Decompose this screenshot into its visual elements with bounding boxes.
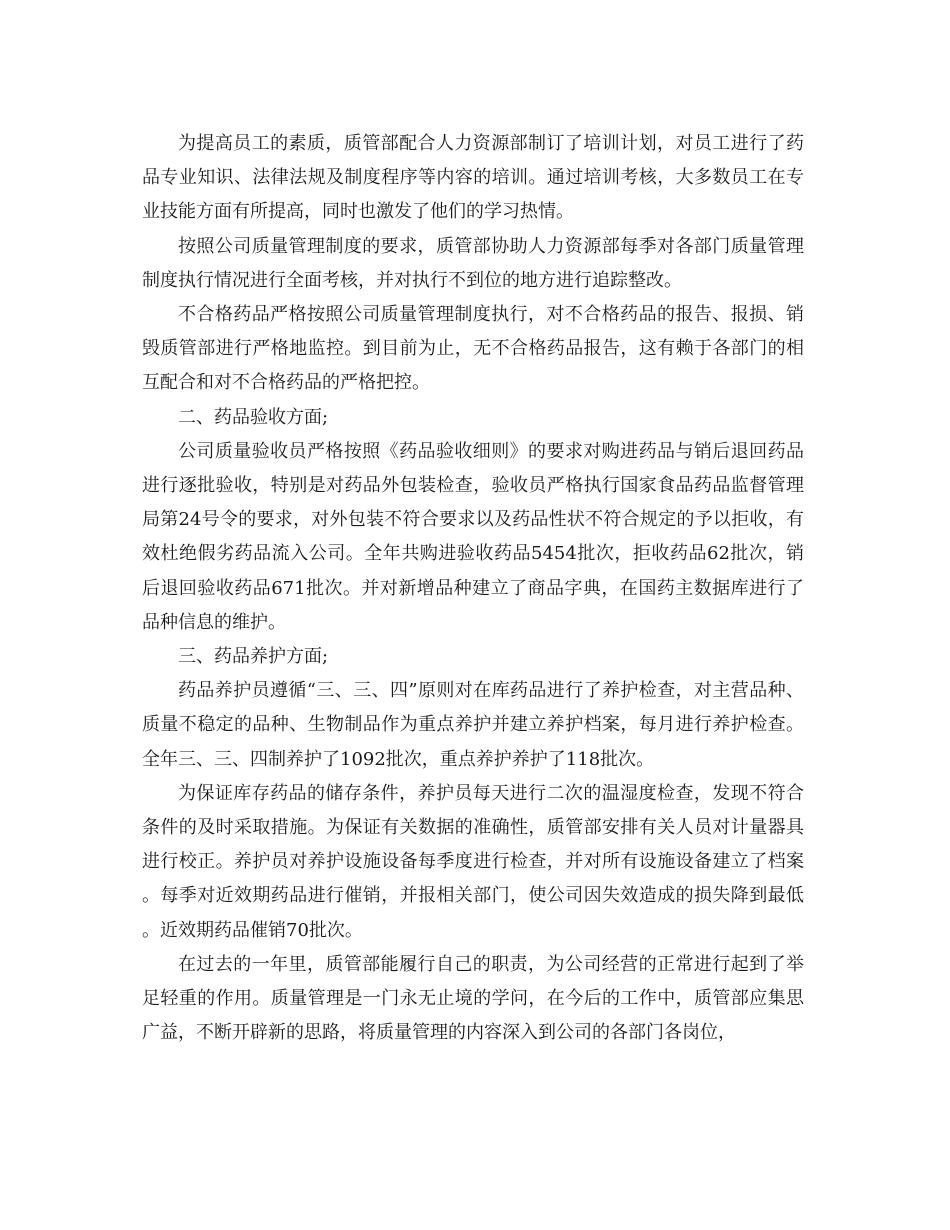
paragraph-assessment: 按照公司质量管理制度的要求，质管部协助人力资源部每季对各部门质量管理制度执行情况进行全面考核，并对执行不到位的地方进行追踪整改。	[142, 235, 804, 291]
document-body	[142, 127, 804, 1050]
paragraph-maintenance: 药品养护员遵循“三、三、四”原则对在库药品进行了养护检查，对主营品种、质量不稳定的品种、生物制品作为重点养护并建立养护档案，每月进行养护检查。全年三、三、四制养护了1092批次，重点养护养护了118批次。	[142, 680, 804, 770]
section-heading-acceptance: 二、药品验收方面;	[178, 406, 329, 428]
section-heading-maintenance: 三、药品养护方面;	[178, 646, 329, 668]
paragraph-summary: 在过去的一年里，质管部能履行自己的职责，为公司经营的正常进行起到了举足轻重的作用。质量管理是一门永无止境的学问，在今后的工作中，质管部应集思广益，不断开辟新的思路，将质量管理的内容深入到公司的各部门各岗位，	[142, 953, 804, 1044]
paragraph-unqualified-drugs: 不合格药品严格按照公司质量管理制度执行，对不合格药品的报告、报损、销毁质管部进行严格地监控。到目前为止，无不合格药品报告，这有赖于各部门的相互配合和对不合格药品的严格把控。	[142, 304, 804, 394]
paragraph-storage-conditions: 为保证库存药品的储存条件，养护员每天进行二次的温湿度检查，发现不符合条件的及时采取措施。为保证有关数据的准确性，质管部安排有关人员对计量器具进行校正。养护员对养护设施设备每季度进行检查，并对所有设施设备建立了档案。每季对近效期药品进行催销，并报相关部门，使公司因失效造成的损失降到最低。近效期药品催销70批次。	[142, 782, 804, 941]
paragraph-training: 为提高员工的素质，质管部配合人力资源部制订了培训计划，对员工进行了药品专业知识、法律法规及制度程序等内容的培训。通过培训考核，大多数员工在专业技能方面有所提高，同时也激发了他们的学习热情。	[142, 133, 804, 223]
paragraph-acceptance: 公司质量验收员严格按照《药品验收细则》的要求对购进药品与销后退回药品进行逐批验收，特别是对药品外包装检查，验收员严格执行国家食品药品监督管理局第24号令的要求，对外包装不符合要求以及药品性状不符合规定的予以拒收，有效杜绝假劣药品流入公司。全年共购进验收药品5454批次，拒收药品62批次，销后退回验收药品671批次。并对新增品种建立了商品字典，在国药主数据库进行了品种信息的维护。	[142, 440, 804, 633]
